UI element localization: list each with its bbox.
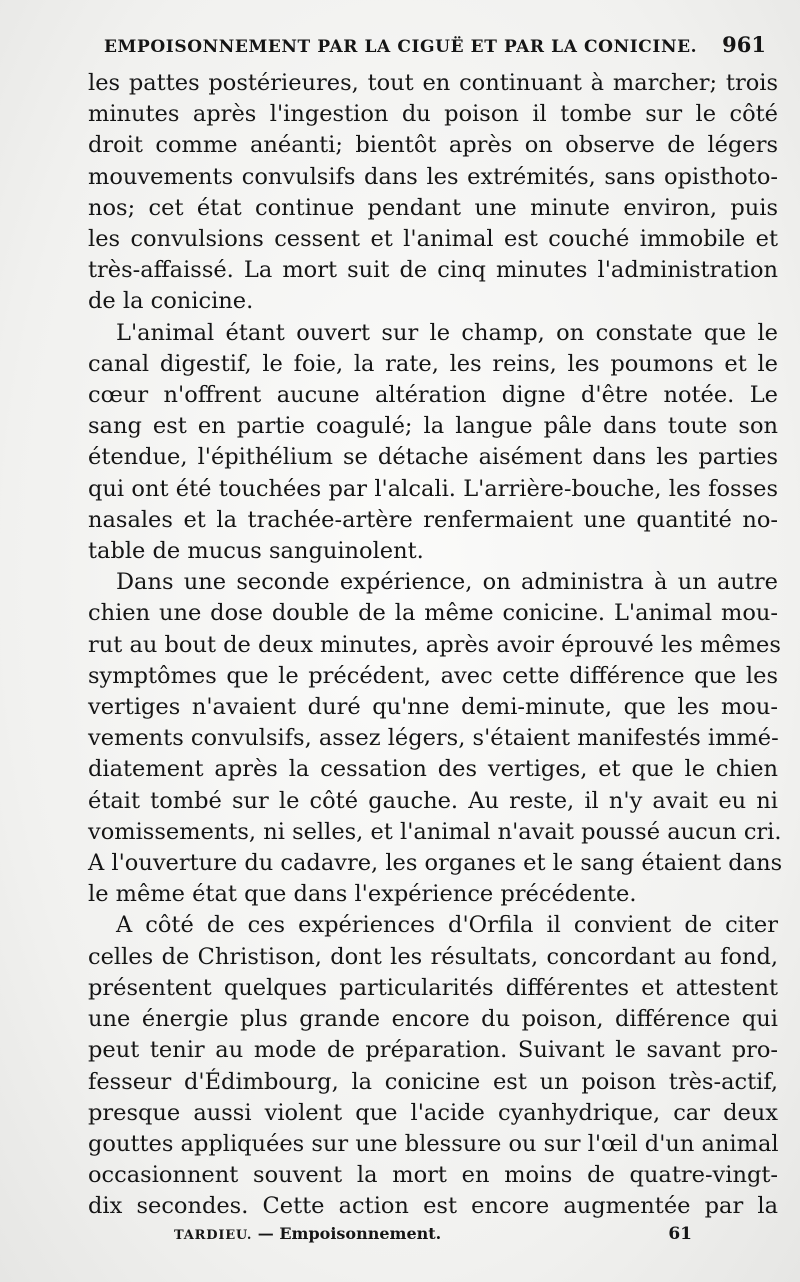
text-line: table de mucus sanguinolent.: [88, 538, 424, 565]
paragraph: [88, 910, 778, 1222]
text-line: canal digestif, le foie, la rate, les reins, les poumons et le: [88, 350, 778, 377]
text-line: nasales et la trachée-artère renfermaient une quantité no-: [88, 506, 778, 533]
text-line: vertiges n'avaient duré qu'nne demi-minute, que les mou-: [88, 694, 778, 721]
text-line: fesseur d'Édimbourg, la conicine est un poison très-actif,: [88, 1068, 778, 1095]
text-line: symptômes que le précédent, avec cette différence que les: [88, 662, 778, 689]
text-line: de la conicine.: [88, 288, 254, 315]
text-line: A l'ouverture du cadavre, les organes et le sang étaient dans: [88, 850, 783, 877]
page-footer: [174, 1224, 692, 1244]
text-line: peut tenir au mode de préparation. Suivant le savant pro-: [88, 1037, 778, 1064]
text-line: Dans une seconde expérience, on administra à un autre: [116, 569, 778, 596]
text-line: nos; cet état continue pendant une minute environ, puis: [88, 194, 778, 221]
text-line: L'animal étant ouvert sur le champ, on constate que le: [116, 319, 778, 346]
text-line: presque aussi violent que l'acide cyanhydrique, car deux: [88, 1099, 778, 1126]
text-line: qui ont été touchées par l'alcali. L'arrière-bouche, les fosses: [88, 475, 778, 502]
text-line: vements convulsifs, assez légers, s'étaient manifestés immé-: [88, 725, 779, 752]
text-line: dix secondes. Cette action est encore augmentée par la: [88, 1193, 778, 1220]
signature-mark: 61: [668, 1224, 692, 1244]
text-line: les convulsions cessent et l'animal est couché immobile et: [88, 226, 778, 253]
text-line: sang est en partie coagulé; la langue pâle dans toute son: [88, 413, 778, 440]
text-line: occasionnent souvent la mort en moins de quatre-vingt-: [88, 1162, 778, 1189]
text-line: gouttes appliquées sur une blessure ou sur l'œil d'un animal: [88, 1130, 779, 1157]
running-header: [104, 32, 766, 57]
text-line: diatement après la cessation des vertiges, et que le chien: [88, 756, 778, 783]
footer-work: Empoisonnement.: [279, 1224, 442, 1243]
text-line: chien une dose double de la même conicine. L'animal mou-: [88, 600, 778, 627]
text-line: étendue, l'épithélium se détache aisément dans les parties: [88, 444, 778, 471]
text-line: très-affaissé. La mort suit de cinq minutes l'administration: [88, 257, 778, 284]
text-line: minutes après l'ingestion du poison il tombe sur le côté: [88, 101, 778, 128]
text-line: A côté de ces expériences d'Orfila il convient de citer: [116, 912, 778, 939]
text-line: présentent quelques particularités différentes et attestent: [88, 974, 778, 1001]
text-line: vomissements, ni selles, et l'animal n'avait poussé aucun cri.: [88, 818, 782, 845]
footer-separator: —: [257, 1224, 274, 1243]
text-line: les pattes postérieures, tout en continuant à marcher; trois: [88, 70, 778, 96]
text-line: une énergie plus grande encore du poison, différence qui: [88, 1006, 778, 1033]
text-line: le même état que dans l'expérience précédente.: [88, 881, 637, 908]
text-line: était tombé sur le côté gauche. Au reste, il n'y avait eu ni: [88, 787, 778, 814]
paragraph: [88, 68, 778, 318]
text-line: cœur n'offrent aucune altération digne d'être notée. Le: [88, 382, 778, 409]
paragraph: [88, 567, 783, 910]
text-line: rut au bout de deux minutes, après avoir éprouvé les mêmes: [88, 631, 781, 658]
running-title: EMPOISONNEMENT PAR LA CIGUË ET PAR LA CONICINE.: [104, 37, 698, 57]
text-line: droit comme anéanti; bientôt après on observe de légers: [88, 132, 778, 159]
text-line: mouvements convulsifs dans les extrémités, sans opisthoto-: [88, 163, 778, 190]
page-number: 961: [722, 32, 766, 57]
footer-author: TARDIEU.: [174, 1228, 253, 1243]
text-line: celles de Christison, dont les résultats, concordant au fond,: [88, 943, 778, 970]
body-text: [88, 68, 783, 1223]
paragraph: [88, 318, 778, 568]
